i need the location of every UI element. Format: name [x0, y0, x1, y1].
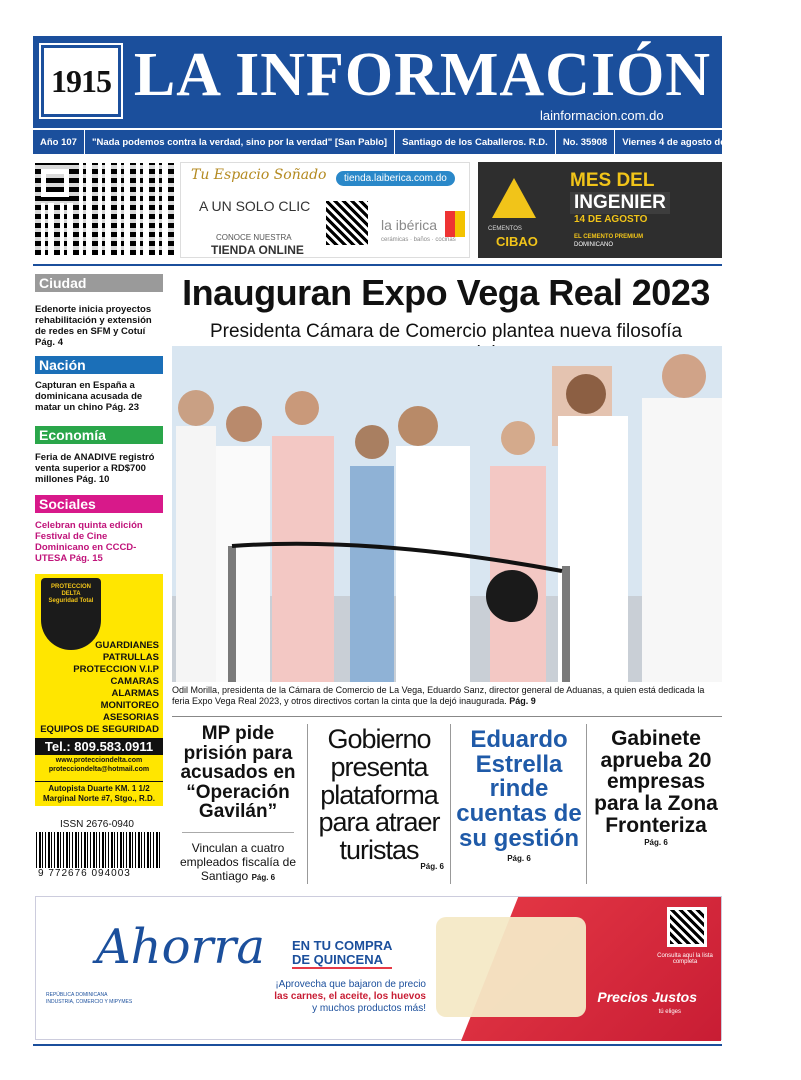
barcode-number: 9 772676 094003 — [38, 868, 131, 879]
services-list — [40, 640, 159, 736]
badge-text: PROTECCION DELTA Seguridad Total — [48, 584, 94, 604]
sidebar-story-ciudad[interactable] — [35, 304, 163, 348]
qr-code-icon[interactable] — [326, 201, 368, 245]
ad-cementos-cibao[interactable] — [478, 162, 722, 258]
main-subhead: Presidenta Cámara de Comercio plantea nueva filosofía — [209, 321, 683, 342]
address-line: Marginal Norte #7, Stgo., R.D. — [42, 794, 155, 803]
column-divider — [586, 724, 587, 884]
logo-1915: 1915 — [41, 45, 121, 117]
ad-tagline — [292, 939, 392, 969]
story-eduardo-estrella[interactable] — [455, 728, 583, 863]
ad-url[interactable]: tienda.laiberica.com.do — [336, 171, 455, 186]
page-ref: Pág. 6 — [644, 838, 668, 848]
ad-line: ¡Aprovecha que bajaron de precio — [275, 979, 426, 990]
ad-body — [216, 979, 426, 1015]
qr-code-icon[interactable] — [667, 907, 707, 947]
ad-premium: EL CEMENTO PREMIUM — [574, 234, 644, 240]
ad-cta-store: TIENDA ONLINE — [211, 243, 304, 257]
column-divider — [307, 724, 308, 884]
service-item: GUARDIANES — [95, 640, 159, 651]
ad-brand: la ibérica — [381, 217, 438, 233]
column-divider — [450, 724, 451, 884]
caption-text: Odil Morilla, presidenta de la Cámara de Comercio de La Vega, Eduardo Sanz, director general de Aduanas, a quien está dedicada la feria Expo Vega Real 2023, y otros directivos cortan la cinta que la dejó inaugurada. — [172, 685, 705, 706]
ad-brand-sub: tú eliges — [658, 1009, 681, 1015]
story-headline: Gabinete aprueba 20 empresas para la Zona Fronteriza — [594, 727, 718, 837]
sidebar-story-nacion[interactable] — [35, 380, 163, 413]
service-item: MONITOREO — [100, 700, 159, 711]
newspaper-website[interactable]: lainformacion.com.do — [540, 108, 664, 123]
ad-brand: Precios Justos — [597, 989, 697, 1005]
newspaper-title: LA INFORMACIÓN — [133, 41, 712, 109]
ad-brand-sub: cerámicas · baños · cocinas — [381, 237, 456, 243]
page-ref: Pág. 6 — [507, 853, 531, 863]
service-item: PROTECCION V.I.P — [73, 664, 159, 675]
ad-cta-small: CONOCE NUESTRA — [216, 233, 292, 242]
ad-tag: EN TU COMPRA — [292, 938, 393, 953]
edition-year: Año 107 — [33, 130, 85, 154]
divider — [33, 1044, 722, 1046]
main-headline[interactable]: Inauguran Expo Vega Real 2023 — [182, 272, 710, 313]
service-item: ASESORIAS — [103, 712, 159, 723]
page-ref: Pág. 15 — [69, 553, 103, 564]
issn: ISSN 2676-0940 — [60, 819, 134, 830]
ad-cta: A UN SOLO CLIC — [199, 198, 311, 214]
story-headline: Eduardo Estrella rinde cuentas de su gestión — [456, 726, 582, 852]
service-item: PATRULLAS — [102, 652, 159, 663]
story-text: Feria de ANADIVE registró venta superior a RD$700 millones — [35, 452, 155, 485]
story-subhead — [172, 841, 304, 885]
ad-mes: MES DEL — [570, 170, 655, 191]
ministry-seal: REPÚBLICA DOMINICANA INDUSTRIA, COMERCIO Y MIPYMES — [46, 992, 133, 1005]
main-photo[interactable] — [172, 346, 722, 682]
ad-tag: DE QUINCENA — [292, 953, 392, 969]
page-ref: Pág. 10 — [76, 474, 110, 485]
address-line: Autopista Duarte KM. 1 1/2 — [48, 784, 150, 793]
story-gabinete-zona-fronteriza[interactable] — [590, 728, 722, 847]
info-bar — [33, 130, 794, 154]
sidebar-story-sociales[interactable] — [35, 520, 163, 564]
phone-number[interactable]: Tel.: 809.583.0911 — [35, 738, 163, 755]
issue-number: No. 35908 — [556, 130, 615, 154]
issue-date: Viernes 4 de agosto de 2023 — [615, 130, 757, 154]
cibao-logo-icon — [492, 178, 536, 218]
ad-cibao: CIBAO — [496, 234, 538, 249]
ad-consulta: Consulta aquí la lista completa — [657, 953, 713, 965]
page-ref: Pág. 23 — [105, 402, 140, 413]
section-tab-ciudad[interactable]: Ciudad — [35, 274, 163, 292]
sidebar-story-economia[interactable] — [35, 452, 163, 485]
page-ref: Pág. 6 — [251, 872, 276, 882]
story-text: Capturan en España a dominicana acusada de matar un chino — [35, 380, 143, 413]
divider — [182, 832, 294, 833]
ribbon-cutting-photo — [172, 346, 722, 682]
motto: "Nada podemos contra la verdad, sino por la verdad" [San Pablo] — [85, 130, 395, 154]
service-item: EQUIPOS DE SEGURIDAD — [40, 724, 159, 735]
story-gobierno-turistas[interactable] — [312, 724, 446, 871]
ad-precios-justos[interactable] — [35, 896, 722, 1040]
service-item: CAMARAS — [110, 676, 159, 687]
web-contact — [35, 756, 163, 774]
divider — [172, 716, 722, 717]
ad-headline: Ahorra — [96, 919, 265, 975]
page-ref: Pág. 9 — [509, 696, 536, 706]
ad-ingeniero: INGENIER — [570, 192, 670, 214]
section-tab-sociales[interactable]: Sociales — [35, 495, 163, 513]
ad-line: y muchos productos más! — [312, 1003, 426, 1014]
groceries-image — [436, 917, 586, 1017]
email-link[interactable]: protecciondelta@hotmail.com — [48, 766, 150, 773]
page-ref: Pág. 6 — [420, 862, 444, 871]
ad-premium-2: DOMINICANO — [574, 242, 613, 248]
divider — [33, 264, 722, 266]
barcode-icon — [36, 832, 161, 868]
ad-la-iberica[interactable] — [180, 162, 470, 258]
story-mp-prision[interactable] — [172, 724, 304, 885]
address — [35, 781, 163, 804]
website-link[interactable]: www.protecciondelta.com — [55, 757, 143, 764]
photo-caption — [172, 685, 722, 707]
section-tab-economia[interactable]: Economía — [35, 426, 163, 444]
price: RD$10 — [764, 136, 794, 148]
ad-cementos: CEMENTOS — [488, 226, 522, 232]
story-headline: MP pide prisión para acusados en “Operación Gavilán” — [180, 723, 296, 823]
ad-date: 14 DE AGOSTO — [574, 214, 648, 225]
story-text: Celebran quinta edición Festival de Cine Dominicano en CCCD-UTESA — [35, 520, 143, 564]
ad-line: las carnes, el aceite, los huevos — [274, 991, 426, 1002]
story-text: Edenorte inicia proyectos rehabilitación y extensión de redes en SFM y Cotuí — [35, 304, 152, 337]
city: Santiago de los Caballeros. R.D. — [395, 130, 556, 154]
story-headline: Gobierno presenta plataforma para atraer turistas — [318, 724, 440, 866]
qr-code-pattern — [35, 163, 175, 255]
page-ref: Pág. 4 — [35, 337, 63, 348]
ad-script-text: Tu Espacio Soñado — [191, 167, 327, 183]
brand-flag-icon — [445, 211, 465, 237]
ad-proteccion-delta[interactable] — [35, 574, 163, 806]
section-tab-nacion[interactable]: Nación — [35, 356, 163, 374]
service-item: ALARMAS — [111, 688, 159, 699]
story-sub-text: Vinculan a cuatro empleados fiscalía de Santiago — [179, 840, 297, 883]
